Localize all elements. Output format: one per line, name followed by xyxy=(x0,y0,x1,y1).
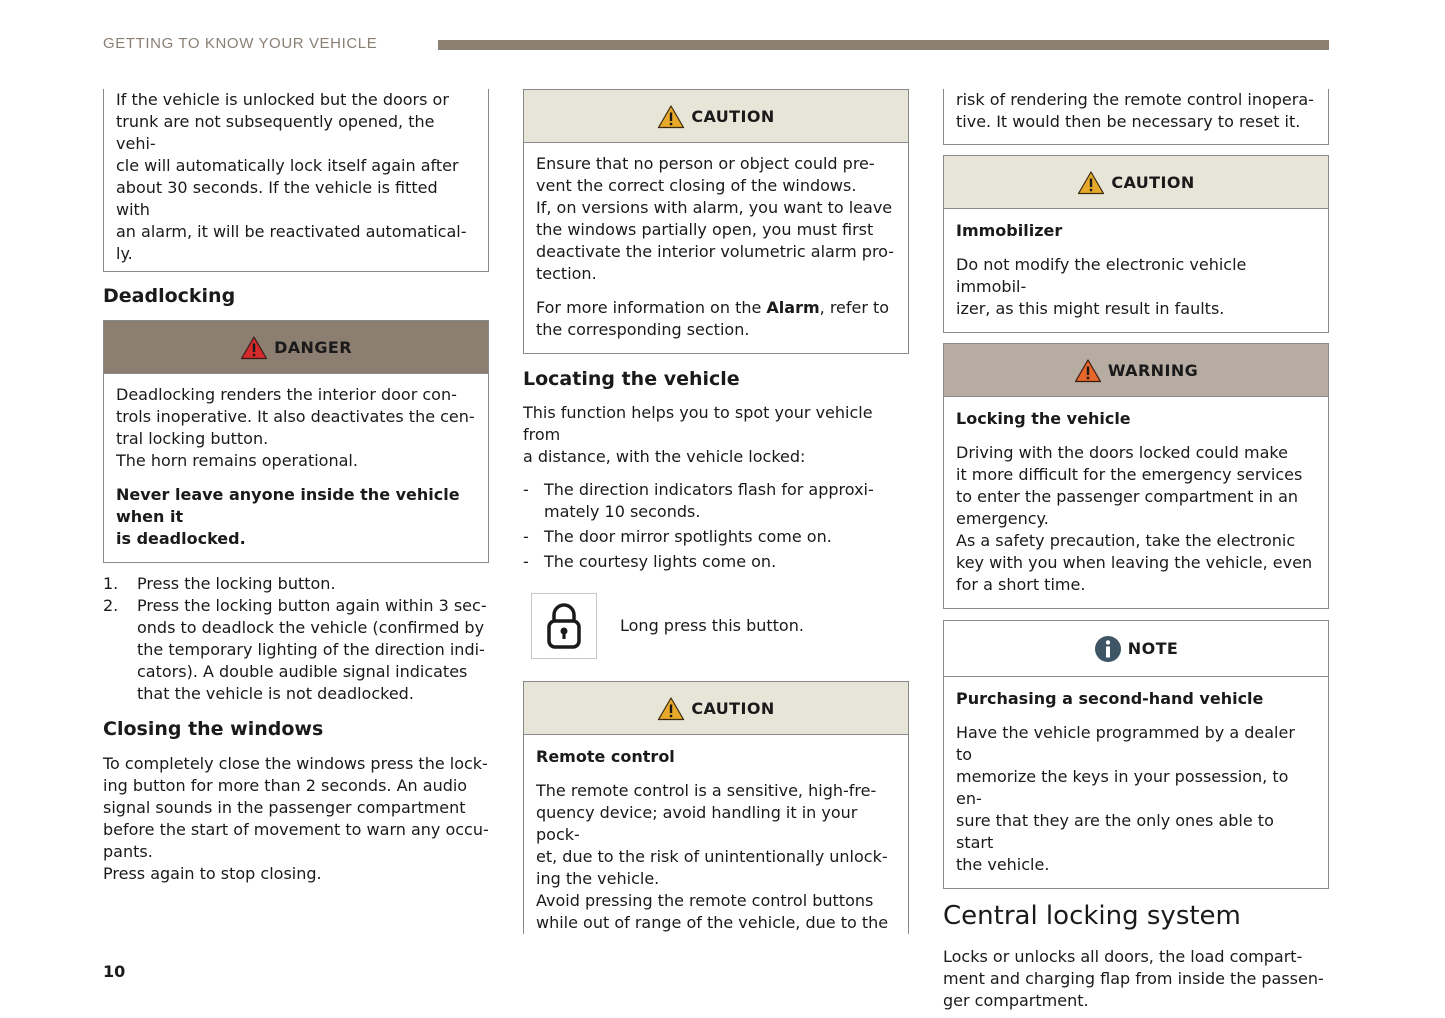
danger-bold-line: Never leave anyone inside the vehicle when it xyxy=(116,485,460,526)
caution-line: Do not modify the electronic vehicle immobil- xyxy=(956,255,1247,296)
warning-box xyxy=(943,343,1329,609)
central-line: ger compartment. xyxy=(943,991,1089,1010)
central-line: Locks or unlocks all doors, the load compart- xyxy=(943,947,1303,966)
bullet-line: The courtesy lights come on. xyxy=(544,552,777,571)
warning-header xyxy=(944,344,1328,397)
column-3 xyxy=(943,89,1329,1012)
continued-line: If the vehicle is unlocked but the doors or xyxy=(116,90,449,109)
warning-triangle-icon xyxy=(1077,170,1105,195)
warning-line: emergency. xyxy=(956,509,1049,528)
windows-line: before the start of movement to warn any occu- xyxy=(103,820,489,839)
step-line: the temporary lighting of the direction indi- xyxy=(137,640,485,659)
header-bar xyxy=(438,40,1329,50)
continued-line: trunk are not subsequently opened, the vehi- xyxy=(116,112,435,153)
continued-box xyxy=(103,89,489,272)
danger-bold-line: is deadlocked. xyxy=(116,529,246,548)
continued-line: about 30 seconds. If the vehicle is fitted with xyxy=(116,178,438,219)
caution-header xyxy=(524,90,908,143)
locating-bullets xyxy=(523,479,909,573)
locating-line: This function helps you to spot your vehicle from xyxy=(523,403,873,444)
caution-line: izer, as this might result in faults. xyxy=(956,299,1225,318)
step-line: cators). A double audible signal indicates xyxy=(137,662,468,681)
locating-line: a distance, with the vehicle locked: xyxy=(523,447,806,466)
step-line: Press the locking button again within 3 sec- xyxy=(137,596,487,615)
step-line: onds to deadlock the vehicle (confirmed by xyxy=(137,618,485,637)
caution-box-windows xyxy=(523,89,909,354)
bullet-dash: - xyxy=(523,527,529,546)
danger-line: trols inoperative. It also deactivates the cen- xyxy=(116,407,475,426)
continued-line: risk of rendering the remote control inopera- xyxy=(956,90,1314,109)
warning-triangle-icon xyxy=(657,104,685,129)
list-item xyxy=(523,551,909,573)
windows-line: pants. xyxy=(103,842,153,861)
caution-line: Avoid pressing the remote control buttons xyxy=(536,891,874,910)
caution-line: the windows partially open, you must first xyxy=(536,220,874,239)
warning-triangle-icon xyxy=(1074,358,1102,383)
caution-line: et, due to the risk of unintentionally unlock- xyxy=(536,847,888,866)
step-number: 1. xyxy=(103,574,119,593)
warning-triangle-icon xyxy=(657,696,685,721)
closing-windows-text xyxy=(103,753,489,885)
continued-line: an alarm, it will be reactivated automatical- xyxy=(116,222,467,241)
locating-text xyxy=(523,402,909,468)
windows-line: signal sounds in the passenger compartment xyxy=(103,798,466,817)
note-line: the vehicle. xyxy=(956,855,1050,874)
continued-line: ly. xyxy=(116,244,133,263)
bullet-dash: - xyxy=(523,480,529,499)
page-number: 10 xyxy=(103,962,126,981)
caution-line: ing the vehicle. xyxy=(536,869,660,888)
warning-label: WARNING xyxy=(1107,360,1199,380)
windows-line: To completely close the windows press the lock- xyxy=(103,754,488,773)
windows-line: Press again to stop closing. xyxy=(103,864,322,883)
caution-header xyxy=(524,682,908,735)
caution-label: CAUTION xyxy=(691,698,775,718)
warning-line: it more difficult for the emergency services xyxy=(956,465,1303,484)
danger-label: DANGER xyxy=(274,337,352,357)
caution-more-line xyxy=(536,297,896,319)
note-line: Have the vehicle programmed by a dealer to xyxy=(956,723,1295,764)
warning-title: Locking the vehicle xyxy=(956,409,1131,428)
step-number: 2. xyxy=(103,596,119,615)
caution-line: tection. xyxy=(536,264,597,283)
caution-title: Remote control xyxy=(536,747,675,766)
running-header: GETTING TO KNOW YOUR VEHICLE xyxy=(103,35,378,52)
continued-line: cle will automatically lock itself again after xyxy=(116,156,459,175)
list-item xyxy=(103,573,489,595)
caution-line: deactivate the interior volumetric alarm pro- xyxy=(536,242,895,261)
caution-line: If, on versions with alarm, you want to leave xyxy=(536,198,893,217)
locating-heading: Locating the vehicle xyxy=(523,368,740,390)
lock-button-row xyxy=(523,593,909,659)
windows-line: ing button for more than 2 seconds. An audio xyxy=(103,776,468,795)
danger-triangle-icon xyxy=(240,335,268,360)
deadlock-steps xyxy=(103,573,489,705)
bullet-line: The door mirror spotlights come on. xyxy=(544,527,832,546)
danger-line: tral locking button. xyxy=(116,429,269,448)
danger-box xyxy=(103,320,489,563)
column-2 xyxy=(523,89,909,934)
list-item xyxy=(103,595,489,705)
caution-box-remote xyxy=(523,681,909,934)
more-suffix: , refer to xyxy=(819,298,890,317)
caution-line: The remote control is a sensitive, high-fre- xyxy=(536,781,877,800)
caution-label: CAUTION xyxy=(691,106,775,126)
warning-line: As a safety precaution, take the electronic xyxy=(956,531,1296,550)
note-line: sure that they are the only ones able to start xyxy=(956,811,1274,852)
caution-line: Ensure that no person or object could pre- xyxy=(536,154,875,173)
step-line: Press the locking button. xyxy=(137,574,336,593)
warning-line: Driving with the doors locked could make xyxy=(956,443,1288,462)
central-line: ment and charging flap from inside the passen- xyxy=(943,969,1324,988)
caution-header xyxy=(944,156,1328,209)
deadlocking-heading: Deadlocking xyxy=(103,285,236,307)
step-line: that the vehicle is not deadlocked. xyxy=(137,684,414,703)
central-locking-text xyxy=(943,946,1329,1012)
note-header xyxy=(944,621,1328,677)
note-box xyxy=(943,620,1329,889)
warning-line: to enter the passenger compartment in an xyxy=(956,487,1299,506)
bullet-dash: - xyxy=(523,552,529,571)
lock-button-icon xyxy=(531,593,597,659)
note-label: NOTE xyxy=(1127,639,1179,658)
caution-box-immobilizer xyxy=(943,155,1329,333)
caution-title: Immobilizer xyxy=(956,221,1063,240)
caution-label: CAUTION xyxy=(1111,172,1195,192)
column-1 xyxy=(103,89,489,885)
more-prefix: For more information on the xyxy=(536,298,767,317)
bullet-line: mately 10 seconds. xyxy=(544,502,701,521)
list-item xyxy=(523,526,909,548)
caution-line: vent the correct closing of the windows. xyxy=(536,176,857,195)
info-circle-icon xyxy=(1094,635,1122,663)
caution-line: quency device; avoid handling it in your pock- xyxy=(536,803,858,844)
warning-line: for a short time. xyxy=(956,575,1086,594)
danger-line: Deadlocking renders the interior door con- xyxy=(116,385,457,404)
bullet-line: The direction indicators flash for approxi- xyxy=(544,480,874,499)
danger-line: The horn remains operational. xyxy=(116,451,358,470)
caution-line: while out of range of the vehicle, due to the xyxy=(536,913,889,932)
continued-caution-box xyxy=(943,89,1329,145)
alarm-reference: Alarm xyxy=(766,298,820,317)
note-title: Purchasing a second-hand vehicle xyxy=(956,689,1264,708)
closing-windows-heading: Closing the windows xyxy=(103,718,324,740)
note-line: memorize the keys in your possession, to en- xyxy=(956,767,1289,808)
warning-line: key with you when leaving the vehicle, even xyxy=(956,553,1313,572)
central-locking-heading: Central locking system xyxy=(943,901,1241,931)
continued-line: tive. It would then be necessary to reset it. xyxy=(956,112,1301,131)
lock-hint: Long press this button. xyxy=(620,616,804,635)
danger-header xyxy=(104,321,488,374)
list-item xyxy=(523,479,909,523)
caution-more-line: the corresponding section. xyxy=(536,320,750,339)
